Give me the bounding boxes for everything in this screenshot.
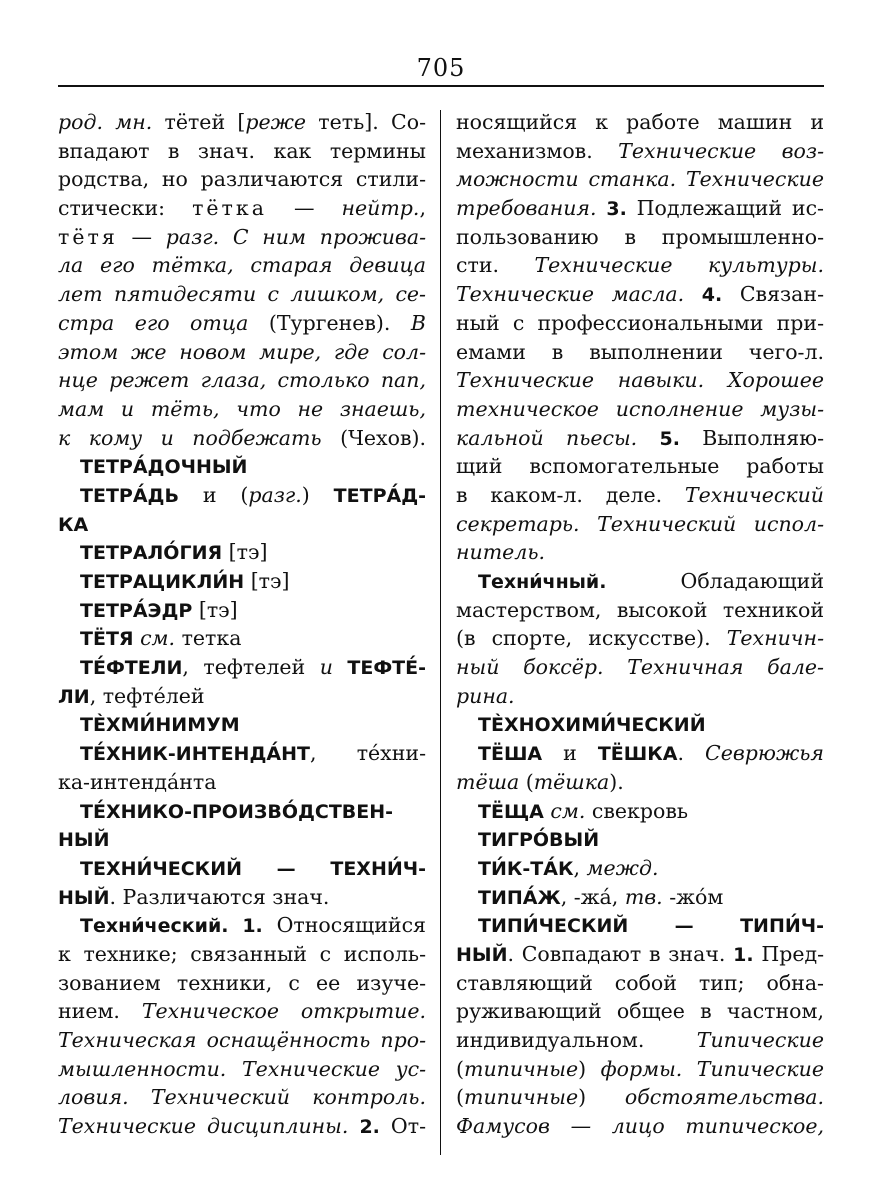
- headword: ТИГРО́ВЫЙ: [478, 829, 600, 852]
- text-line: [456, 366, 824, 395]
- headword-line: [58, 682, 426, 711]
- subheadword: Техни́чный.: [478, 571, 607, 593]
- text-span: ка-интенда́нта: [58, 769, 217, 794]
- text-line: [456, 510, 824, 539]
- headword-line: [58, 825, 426, 854]
- text-span: Технический: [684, 482, 824, 507]
- text-span: Обладающий: [606, 569, 824, 593]
- text-span: можности станка. Технические: [456, 167, 824, 192]
- text-span: щий вспомогательные работы: [456, 454, 824, 479]
- text-span: Пред-: [753, 941, 824, 966]
- text-line: [456, 624, 824, 653]
- text-span: (Чехов).: [321, 425, 427, 450]
- text-span: зованием техники, с ее изуче-: [58, 970, 426, 995]
- sense-line: [456, 567, 824, 596]
- headword: ТЕТРА́ДЬ: [80, 484, 179, 507]
- text-span: ,: [419, 196, 426, 221]
- text-span: . Различаются знач.: [109, 884, 330, 909]
- headword: НЫЙ: [456, 943, 508, 966]
- text-span: этом же новом мире, где сол-: [58, 339, 426, 364]
- headword: ТЕТРАЛО́ГИЯ: [80, 542, 223, 565]
- headword: ТЀХМИ́НИМУМ: [80, 714, 240, 737]
- text-line: [58, 395, 426, 424]
- text-span: [348, 1114, 359, 1138]
- text-line: [456, 596, 824, 625]
- text-line: [456, 538, 824, 567]
- text-span: ): [578, 1056, 601, 1081]
- headword: ТЕ́ФТЕЛИ: [80, 657, 183, 680]
- text-span: Техничн-: [726, 626, 824, 651]
- text-line: [58, 309, 426, 338]
- headword: ТЁТЯ: [80, 628, 134, 651]
- text-line: [456, 682, 824, 711]
- headword-line: [58, 653, 426, 682]
- headword: ТЁШКА: [597, 743, 678, 766]
- headword-line: [456, 940, 824, 969]
- text-span: нитель.: [456, 540, 546, 565]
- text-span: (: [456, 1085, 464, 1110]
- text-span: род. мн.: [58, 110, 153, 134]
- text-span: рина.: [456, 683, 515, 708]
- text-span: (Тургенев).: [248, 310, 411, 335]
- text-line: [456, 1055, 824, 1084]
- text-span: механизмов.: [456, 138, 619, 163]
- text-line: [456, 223, 824, 252]
- text-span: формы. Типические: [600, 1056, 824, 1081]
- headword-line: [58, 739, 426, 768]
- sense-number: 3.: [606, 198, 627, 221]
- text-line: [456, 452, 824, 481]
- text-span: Выполняю-: [679, 425, 824, 450]
- text-span: пользованию в промышленно-: [456, 224, 824, 249]
- text-span: межд.: [586, 855, 659, 880]
- headword-line: [58, 883, 426, 912]
- text-span: требования.: [456, 196, 597, 221]
- text-span: ,: [573, 855, 587, 880]
- headword: ТЕТРА́ЭДР: [80, 599, 193, 622]
- text-span: обстоятельства.: [624, 1085, 824, 1110]
- text-line: [456, 395, 824, 424]
- text-span: емами в выполнении чего-л.: [456, 339, 824, 364]
- text-line: [456, 108, 824, 137]
- sense-line: [58, 911, 426, 940]
- headword: ТЕХНИ́ЧЕСКИЙ — ТЕХНИ́Ч-: [80, 857, 426, 880]
- text-line: [456, 969, 824, 998]
- text-span: . Совпадают в знач.: [507, 941, 734, 966]
- text-span: Технические навыки. Хорошее: [456, 368, 824, 393]
- text-line: [456, 194, 824, 223]
- text-span: , те́хни-: [309, 741, 426, 766]
- headword: ТЕ́ХНИК-ИНТЕНДА́НТ: [80, 743, 310, 766]
- text-span: , тефтелей: [182, 655, 320, 680]
- headword: ТЕФТЕ́-: [347, 657, 426, 680]
- text-span: руживающий общее в частном,: [456, 999, 824, 1024]
- headword-line: [456, 911, 824, 940]
- text-span: ла его тётка, старая девица: [58, 253, 426, 278]
- text-span: Техническая оснащённость про-: [58, 1028, 426, 1052]
- text-line: [58, 1026, 426, 1055]
- text-span: Фамусов — лицо типическое,: [456, 1114, 824, 1139]
- text-span: тёша: [456, 769, 520, 794]
- subheadword: Техни́ческий.: [80, 915, 229, 938]
- text-span: стра его отца: [58, 310, 249, 335]
- headword-line: [58, 797, 426, 826]
- text-span: родства, но различаются стили-: [58, 167, 426, 192]
- text-line: [58, 280, 426, 309]
- text-line: [58, 137, 426, 166]
- text-span: Техническое открытие.: [141, 999, 426, 1024]
- text-span: лет пятидесяти с лишком, се-: [58, 282, 426, 307]
- text-span: реже: [245, 110, 307, 134]
- headword: ТИПИ́ЧЕСКИЙ — ТИПИ́Ч-: [478, 915, 824, 938]
- column-divider: [440, 110, 441, 1155]
- headword-line: [456, 854, 824, 883]
- text-span: и: [319, 655, 333, 680]
- text-span: —: [266, 196, 342, 221]
- headword-line: [58, 452, 426, 481]
- headword-line: [456, 883, 824, 912]
- headword-line: [58, 538, 426, 567]
- text-span: см.: [140, 626, 176, 651]
- text-line: [456, 137, 824, 166]
- text-span: Относящийся: [262, 913, 426, 938]
- text-line: [58, 165, 426, 194]
- text-span: нием.: [58, 999, 142, 1024]
- text-line: [58, 108, 426, 137]
- text-line: [58, 1083, 426, 1112]
- text-span: тёшка: [533, 769, 610, 794]
- headword: ТИПА́Ж: [478, 886, 561, 909]
- text-span: тётей [: [152, 110, 246, 134]
- text-span: -жо́м: [662, 884, 724, 909]
- text-span: к технике; связанный с исполь-: [58, 941, 426, 966]
- text-span: , -жа́,: [560, 884, 625, 909]
- text-line: [58, 338, 426, 367]
- headword-line: [456, 710, 824, 739]
- text-span: тётя: [58, 224, 118, 249]
- text-span: ный боксёр. Техничная бале-: [456, 655, 824, 680]
- text-line: [58, 1112, 426, 1141]
- headword-line: [58, 710, 426, 739]
- text-line: [58, 768, 426, 797]
- text-span: [684, 282, 702, 306]
- headword: ЛИ: [58, 685, 90, 708]
- text-span: [228, 913, 242, 937]
- text-line: [456, 1112, 824, 1141]
- text-span: см.: [550, 798, 586, 823]
- text-span: [333, 655, 347, 679]
- text-span: Технические дисциплины.: [58, 1114, 349, 1139]
- sense-number: 1.: [733, 943, 754, 966]
- text-span: .: [677, 741, 706, 766]
- headword: ТЁЩА: [478, 800, 544, 823]
- text-line: [456, 251, 824, 280]
- headword-line: [58, 624, 426, 653]
- headword-line: [58, 510, 426, 539]
- text-span: мастерством, высокой техникой: [456, 597, 824, 622]
- text-line: [456, 280, 824, 309]
- text-line: [58, 969, 426, 998]
- headword-line: [58, 567, 426, 596]
- headword-line: [456, 797, 824, 826]
- text-span: техническое исполнение музы-: [456, 396, 824, 421]
- sense-number: 1.: [242, 915, 263, 938]
- text-line: [58, 424, 426, 453]
- headword: ТЕТРАЦИКЛИ́Н: [80, 571, 245, 593]
- text-line: [58, 997, 426, 1026]
- text-line: [58, 366, 426, 395]
- text-span: сти.: [456, 253, 535, 278]
- text-span: свекровь: [585, 798, 689, 823]
- text-span: и: [542, 741, 598, 766]
- headword: ТЀХНОХИМИ́ЧЕСКИЙ: [478, 714, 706, 737]
- headword: ТИ́К-ТА́К: [478, 857, 574, 880]
- text-line: [456, 338, 824, 367]
- text-span: теть]. Со-: [306, 110, 427, 134]
- text-span: ): [301, 482, 334, 507]
- text-span: нце режет глаза, столько пап,: [58, 368, 426, 393]
- text-span: ).: [609, 769, 624, 794]
- text-span: в каком-л. деле.: [456, 482, 685, 507]
- text-span: [597, 196, 607, 220]
- text-span: Подлежащий ис-: [626, 196, 824, 221]
- text-span: ный с профессиональными при-: [456, 310, 824, 335]
- text-span: —: [117, 224, 166, 249]
- text-span: [637, 426, 659, 450]
- text-span: В: [410, 310, 426, 335]
- headword: ТЕТРА́Д-: [333, 484, 427, 507]
- text-span: [тэ]: [244, 569, 290, 593]
- text-span: (в спорте, искусстве).: [456, 626, 727, 651]
- text-span: типичные: [464, 1056, 579, 1081]
- text-line: [456, 424, 824, 453]
- text-span: ): [578, 1085, 625, 1110]
- text-span: к кому и подбежать: [58, 425, 322, 450]
- text-line: [456, 1083, 824, 1112]
- text-span: разг.: [248, 482, 302, 507]
- header-rule: [58, 85, 824, 87]
- text-span: разг. С ним прожива-: [165, 224, 426, 249]
- text-span: типичные: [464, 1085, 579, 1110]
- text-line: [58, 251, 426, 280]
- text-span: мышленности. Технические ус-: [58, 1056, 426, 1081]
- text-line: [58, 940, 426, 969]
- text-line: [456, 309, 824, 338]
- text-line: [58, 194, 426, 223]
- text-span: Технические масла.: [456, 282, 685, 307]
- text-span: впадают в знач. как термины: [58, 138, 426, 163]
- headword-line: [456, 739, 824, 768]
- text-span: Технические воз-: [618, 138, 824, 163]
- sense-number: 5.: [659, 427, 680, 450]
- text-span: Технические культуры.: [534, 253, 824, 278]
- text-line: [456, 997, 824, 1026]
- text-span: [тэ]: [222, 540, 268, 565]
- text-span: От-: [379, 1114, 426, 1139]
- text-line: [456, 481, 824, 510]
- text-span: секретарь. Технический испол-: [456, 511, 824, 536]
- text-line: [456, 768, 824, 797]
- headword: НЫЙ: [58, 829, 110, 852]
- text-line: [58, 1055, 426, 1084]
- sense-number: 2.: [359, 1116, 380, 1139]
- headword: ТЁША: [478, 743, 543, 766]
- text-span: [тэ]: [192, 597, 238, 622]
- text-line: [456, 653, 824, 682]
- text-span: ставляющий собой тип; обна-: [456, 970, 824, 995]
- headword: ТЕ́ХНИКО-ПРОИЗВО́ДСТВЕН-: [80, 800, 394, 823]
- text-span: носящийся к работе машин и: [456, 110, 824, 134]
- headword-line: [58, 854, 426, 883]
- text-span: ловия. Технический контроль.: [58, 1085, 426, 1110]
- headword: ТЕТРА́ДОЧНЫЙ: [80, 456, 248, 479]
- right-column: [456, 108, 824, 1141]
- text-span: Севрюжья: [705, 741, 824, 766]
- headword-line: [58, 596, 426, 625]
- text-span: стически:: [58, 196, 193, 221]
- text-span: тетка: [175, 626, 242, 651]
- text-span: Типические: [696, 1028, 824, 1052]
- text-line: [456, 1026, 824, 1055]
- text-span: Связан-: [722, 282, 824, 307]
- left-column: [58, 108, 426, 1141]
- text-span: мам и тёть, что не знаешь,: [58, 396, 426, 421]
- sense-number: 4.: [701, 284, 723, 307]
- headword-line: [58, 481, 426, 510]
- page-number: 705: [416, 54, 466, 82]
- headword-line: [456, 825, 824, 854]
- text-line: [456, 165, 824, 194]
- text-span: тв.: [624, 884, 663, 909]
- text-span: , тефте́лей: [89, 683, 205, 708]
- text-span: кальной пьесы.: [456, 425, 638, 450]
- text-span: нейтр.: [341, 196, 420, 221]
- text-span: (: [519, 769, 534, 794]
- headword: КА: [58, 513, 89, 536]
- text-span: и (: [178, 482, 249, 507]
- headword: НЫЙ: [58, 886, 110, 909]
- text-span: (: [456, 1056, 464, 1081]
- text-span: индивидуальном.: [456, 1028, 697, 1052]
- text-line: [58, 223, 426, 252]
- text-span: тётка: [192, 196, 267, 221]
